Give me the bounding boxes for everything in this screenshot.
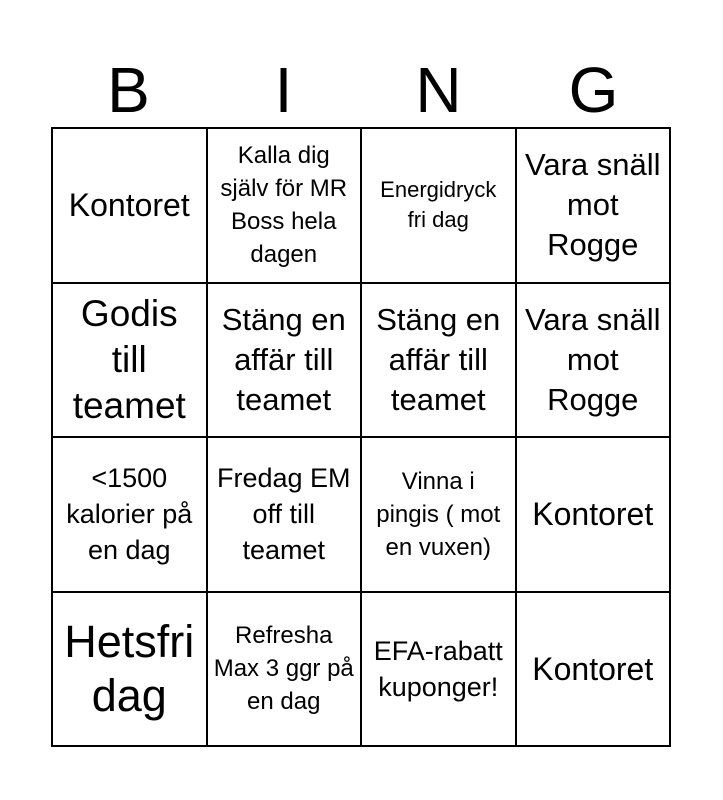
- cell-text: Stäng en affär till teamet: [221, 301, 346, 417]
- bingo-cell-r4c1[interactable]: [52, 592, 207, 747]
- cell-text: Hetsfri dag: [64, 615, 195, 721]
- header-letter-i: I: [274, 54, 293, 126]
- cell-text: Vara snäll mot Rogge: [524, 147, 661, 263]
- cell-text: Refresha Max 3 ggr på en dag: [213, 622, 354, 716]
- bingo-cell-r4c3[interactable]: [361, 592, 516, 747]
- cell-text: Stäng en affär till teamet: [376, 301, 501, 417]
- bingo-cell-r3c1[interactable]: [52, 437, 207, 592]
- cell-text: Vara snäll mot Rogge: [524, 301, 661, 417]
- cell-text: <1500 kalorier på en dag: [66, 463, 193, 566]
- cell-text: EFA-rabatt kuponger!: [373, 635, 503, 702]
- header-letter-g: G: [568, 54, 619, 126]
- bingo-cell-r1c3[interactable]: [361, 128, 516, 283]
- bingo-cell-r3c4[interactable]: [516, 437, 671, 592]
- cell-text: Vinna i pingis ( mot en vuxen): [376, 467, 501, 561]
- header-letter-b: B: [107, 54, 150, 126]
- cell-text: Kalla dig själv för MR Boss hela dagen: [220, 142, 348, 269]
- cell-text: Kontoret: [532, 496, 654, 533]
- bingo-cell-r2c4[interactable]: [516, 283, 671, 438]
- bingo-cell-r4c2[interactable]: [207, 592, 362, 747]
- bingo-cell-r1c1[interactable]: [52, 128, 207, 283]
- cell-text: Fredag EM off till teamet: [216, 463, 351, 566]
- bingo-cell-r1c4[interactable]: [516, 128, 671, 283]
- header-letter-n: N: [415, 54, 462, 126]
- bingo-cell-r3c2[interactable]: [207, 437, 362, 592]
- bingo-cell-r1c2[interactable]: [207, 128, 362, 283]
- bingo-cell-r2c2[interactable]: [207, 283, 362, 438]
- cell-text: Kontoret: [532, 650, 654, 687]
- bingo-cell-r2c3[interactable]: [361, 283, 516, 438]
- bingo-cell-r3c3[interactable]: [361, 437, 516, 592]
- cell-text: Godis till teamet: [72, 292, 186, 426]
- cell-text: Kontoret: [68, 187, 190, 224]
- bingo-cell-r4c4[interactable]: [516, 592, 671, 747]
- bingo-header: [51, 52, 671, 128]
- cell-text: Energidryck fri dag: [380, 177, 497, 233]
- bingo-board: [51, 127, 671, 747]
- bingo-cell-r2c1[interactable]: [52, 283, 207, 438]
